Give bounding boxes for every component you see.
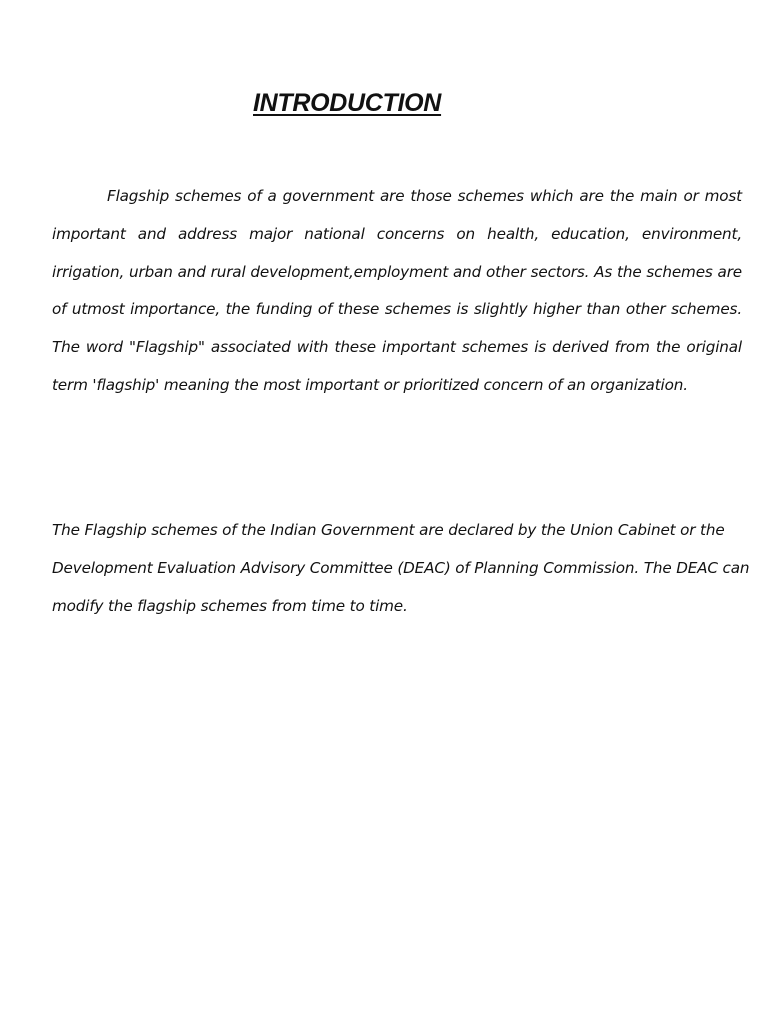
page-title: INTRODUCTION: [253, 89, 442, 117]
intro-paragraph-2: The Flagship schemes of the Indian Government are declared by the Union Cabinet or the Development Evaluation Advisory Committee (DEAC) of Planning Commission. The DEAC can modify the flagship schemes from time to time.: [52, 521, 750, 615]
intro-paragraph-1: Flagship schemes of a government are those schemes which are the main or most important and address major national concerns on health, education, environment, irrigation, urban and rural development,employment and other sectors. As the schemes are of utmost importance, the funding of these schemes is slightly higher than other schemes. The word "Flagship" associated with these important schemes is derived from the original term 'flagship' meaning the most important or prioritized concern of an organization.: [52, 187, 742, 394]
